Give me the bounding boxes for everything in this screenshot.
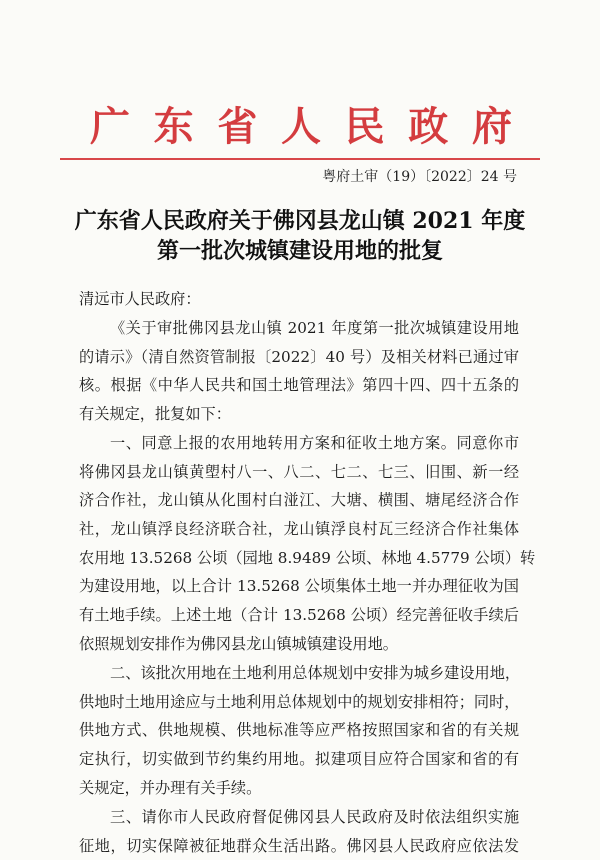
paragraph-line: 核。根据《中华人民共和国土地管理法》第四十四、四十五条的 <box>79 376 519 395</box>
paragraph-line: 供地方式、供地规模、供地标准等应严格按照国家和省的有关规 <box>79 721 519 740</box>
paragraph-line: 定执行，切实做到节约集约用地。拟建项目应符合国家和省的有 <box>79 750 519 769</box>
paragraph-line: 依照规划安排作为佛冈县龙山镇城镇建设用地。 <box>79 634 398 653</box>
masthead-char: 民 <box>344 102 385 150</box>
paragraph-line: 的请示》（清自然资管制报〔2022〕40 号）及相关材料已通过审 <box>79 347 519 366</box>
masthead-char: 府 <box>471 102 512 150</box>
paragraph-line: 有土地手续。上述土地（合计 13.5268 公顷）经完善征收手续后 <box>79 606 519 625</box>
paragraph-line: 关规定，并办理有关手续。 <box>79 778 262 797</box>
paragraph-request <box>79 314 519 429</box>
paragraph-line: 《关于审批佛冈县龙山镇 2021 年度第一批次城镇建设用地 <box>110 319 519 337</box>
paragraph-line: 济合作社，龙山镇从化围村白湴江、大塘、横围、塘尾经济合作 <box>79 491 519 510</box>
paragraph-item-1 <box>79 429 536 659</box>
masthead-char: 广 <box>90 102 130 150</box>
paragraph-line: 一、同意上报的农用地转用方案和征收土地方案。同意你市 <box>110 434 519 452</box>
masthead-char: 东 <box>153 102 194 150</box>
masthead-divider <box>60 158 540 160</box>
paragraph-line: 二、该批次用地在土地利用总体规划中安排为城乡建设用地， <box>110 664 521 682</box>
paragraph-line: 为建设用地，以上合计 13.5268 公顷集体土地一并办理征收为国 <box>79 577 519 596</box>
masthead-title <box>86 88 516 158</box>
paragraph-line: 农用地 13.5268 公顷（园地 8.9489 公顷、林地 4.5779 公顷）转 <box>79 548 536 567</box>
document-number: 粤府土审（19）〔2022〕24 号 <box>322 169 517 185</box>
document-title-line-2: 第一批次城镇建设用地的批复 <box>156 238 443 264</box>
masthead-char: 人 <box>280 102 321 150</box>
paragraph-line: 供地时土地用途应与土地利用总体规划中的规划安排相符；同时， <box>79 692 520 711</box>
masthead-char: 省 <box>217 102 258 150</box>
paragraph-item-3 <box>79 803 519 860</box>
paragraph-item-2 <box>79 659 519 802</box>
document-title-line-1: 广东省人民政府关于佛冈县龙山镇 2021 年度 <box>74 208 526 234</box>
paragraph-line: 有关规定，批复如下： <box>79 405 231 424</box>
paragraph-line: 社，龙山镇浮良经济联合社，龙山镇浮良村瓦三经济合作社集体 <box>79 520 519 539</box>
paragraph-line: 征地，切实保障被征地群众生活出路。佛冈县人民政府应依法发 <box>79 836 519 855</box>
paragraph-line: 将佛冈县龙山镇黄塱村八一、八二、七二、七三、旧围、新一经 <box>79 462 519 481</box>
paragraph-line: 三、请你市人民政府督促佛冈县人民政府及时依法组织实施 <box>110 808 519 826</box>
masthead-char: 政 <box>408 102 449 150</box>
salutation: 清远市人民政府： <box>79 290 201 308</box>
